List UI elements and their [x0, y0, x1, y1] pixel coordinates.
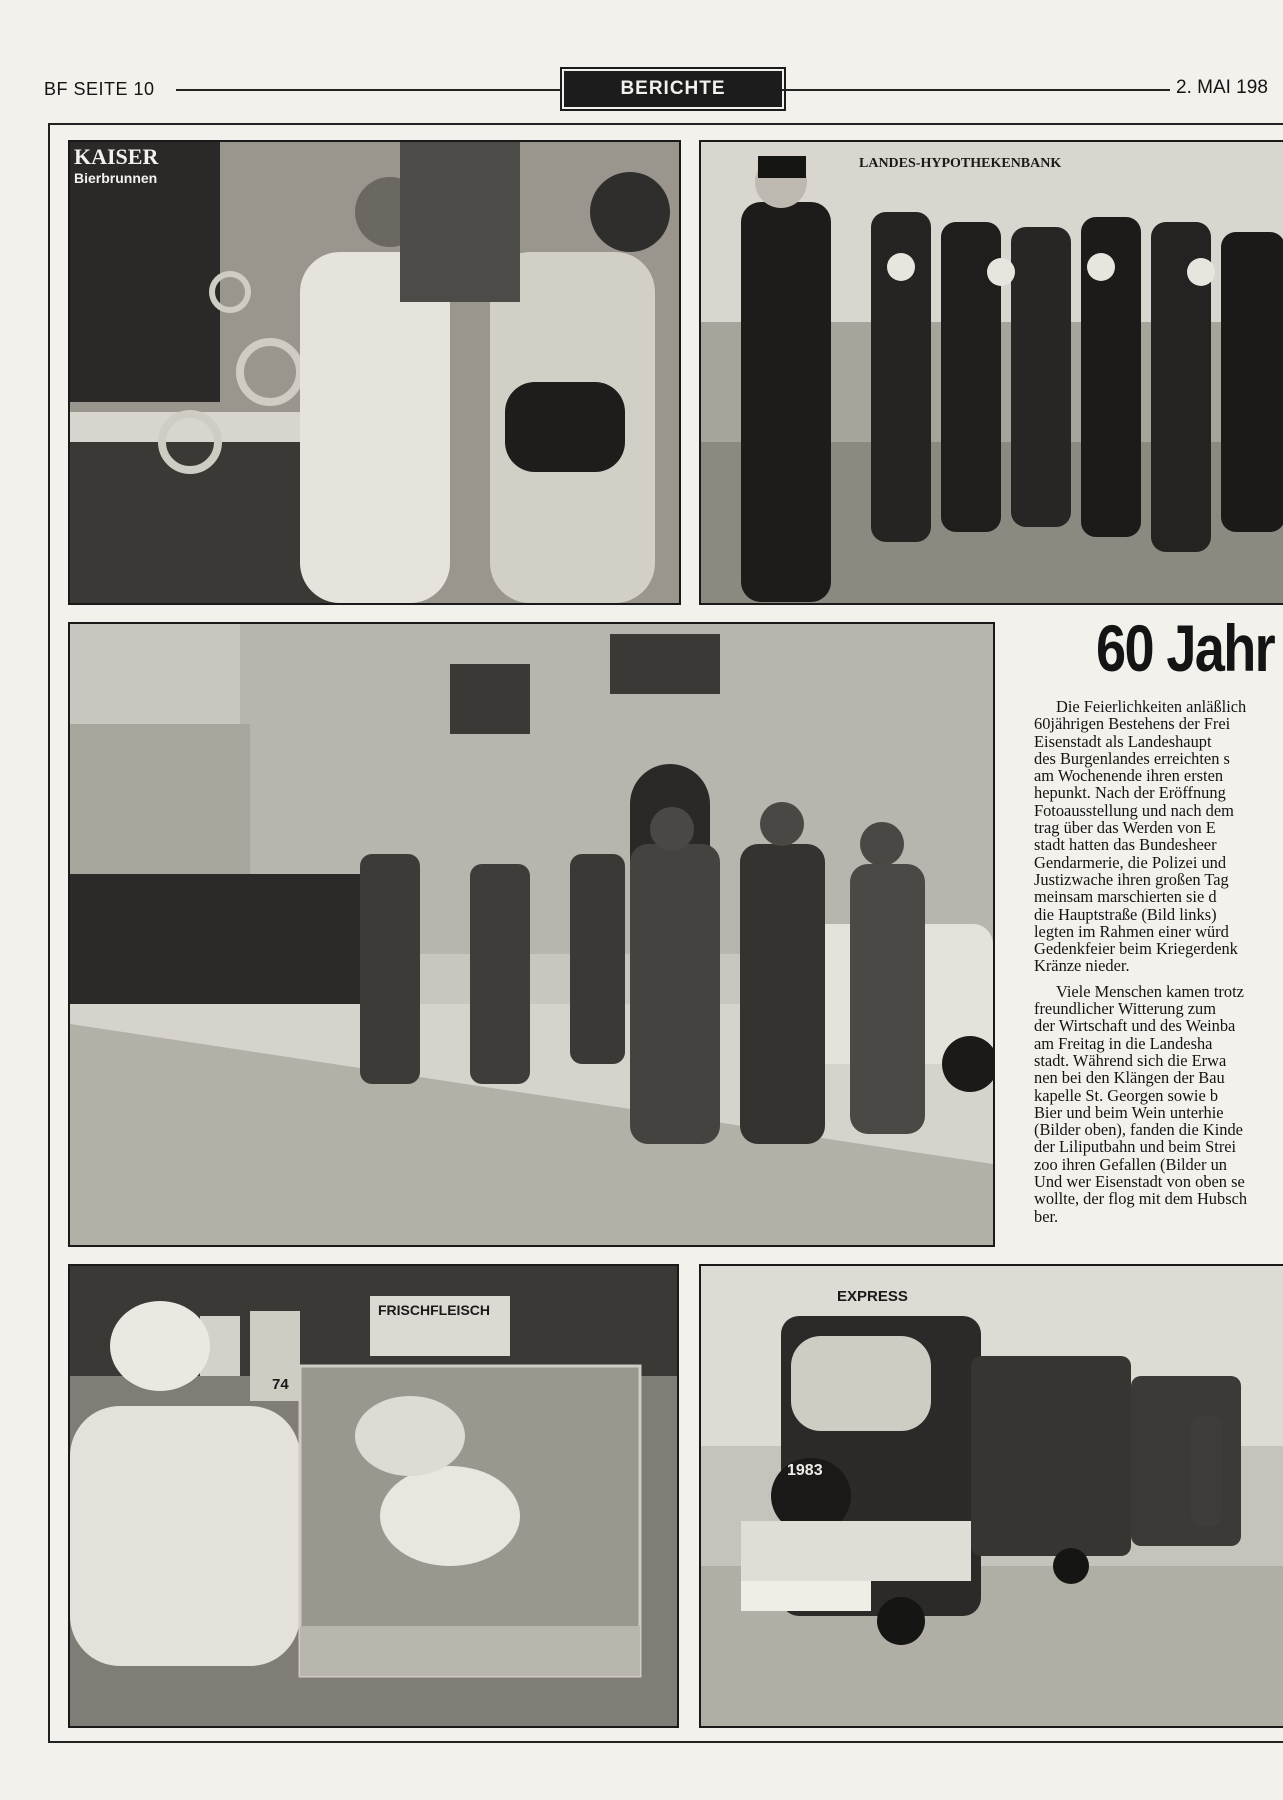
- text-line: Und wer Eisenstadt von oben se: [1034, 1172, 1245, 1192]
- article-headline: 60 Jahr: [1096, 611, 1275, 685]
- price-tag: 74: [272, 1376, 289, 1393]
- header-rule-left: [176, 89, 560, 91]
- text-line: am Wochenende ihren ersten: [1034, 766, 1224, 786]
- bierbrunnen-sign: Bierbrunnen: [74, 170, 158, 186]
- text-line: (Bilder oben), fanden die Kinde: [1034, 1120, 1243, 1140]
- text-line: die Hauptstraße (Bild links): [1034, 904, 1217, 924]
- text-line: stadt. Während sich die Erwa: [1034, 1050, 1227, 1070]
- text-line: Bier und beim Wein unterhie: [1034, 1102, 1224, 1122]
- text-line: Gedenkfeier beim Kriegerdenk: [1034, 939, 1238, 959]
- issue-date: 2. MAI 198: [1176, 77, 1268, 98]
- text-line: des Burgenlandes erreichten s: [1034, 748, 1230, 768]
- kaiser-sign: KAISER: [74, 144, 159, 169]
- section-badge: BERICHTE: [564, 71, 782, 107]
- text-line: Gendarmerie, die Polizei und: [1034, 852, 1227, 872]
- text-line: Viele Menschen kamen trotz: [1056, 981, 1244, 1001]
- photo-soldiers-parade: [68, 622, 995, 1247]
- page-number: BF SEITE 10: [44, 79, 155, 99]
- text-line: Fotoausstellung und nach dem: [1034, 800, 1234, 820]
- text-line: trag über das Werden von E: [1034, 818, 1216, 838]
- train-number: 1983: [787, 1462, 823, 1479]
- express-sign: EXPRESS: [837, 1288, 908, 1305]
- text-line: meinsam marschierten sie d: [1034, 887, 1217, 907]
- text-line: nen bei den Klängen der Bau: [1034, 1068, 1225, 1088]
- bank-sign: LANDES-HYPOTHEKENBANK: [859, 156, 1062, 171]
- text-line: kapelle St. Georgen sowie b: [1034, 1085, 1219, 1105]
- photo-toy-train: [699, 1264, 1283, 1728]
- text-line: legten im Rahmen einer würd: [1034, 921, 1229, 941]
- text-line: der Liliputbahn und beim Strei: [1034, 1137, 1237, 1157]
- frischfleisch-sign: FRISCHFLEISCH: [378, 1302, 490, 1318]
- text-line: am Freitag in die Landesha: [1034, 1033, 1213, 1053]
- article-paragraph-2: [1012, 983, 1283, 1225]
- text-line: 60jährigen Bestehens der Frei: [1034, 714, 1231, 734]
- text-line: Justizwache ihren großen Tag: [1034, 869, 1229, 889]
- article-body: [1012, 698, 1283, 1233]
- text-line: wollte, der flog mit dem Hubsch: [1034, 1189, 1248, 1209]
- text-line: Kränze nieder.: [1034, 956, 1130, 976]
- photo-brass-band: [699, 140, 1283, 605]
- photo-rabbit-cage: [68, 1264, 679, 1728]
- text-line: Eisenstadt als Landeshaupt: [1034, 731, 1212, 751]
- text-line: zoo ihren Gefallen (Bilder un: [1034, 1154, 1227, 1174]
- text-line: stadt hatten das Bundesheer: [1034, 835, 1217, 855]
- article-paragraph-1: [1012, 698, 1283, 975]
- text-line: der Wirtschaft und des Weinba: [1034, 1016, 1236, 1036]
- photo-market-stall: [68, 140, 681, 605]
- header-rule-right: [782, 89, 1170, 91]
- text-line: ber.: [1034, 1206, 1059, 1226]
- text-line: Die Feierlichkeiten anläßlich: [1056, 698, 1247, 716]
- text-line: freundlicher Witterung zum: [1034, 999, 1217, 1019]
- text-line: hepunkt. Nach der Eröffnung: [1034, 783, 1226, 803]
